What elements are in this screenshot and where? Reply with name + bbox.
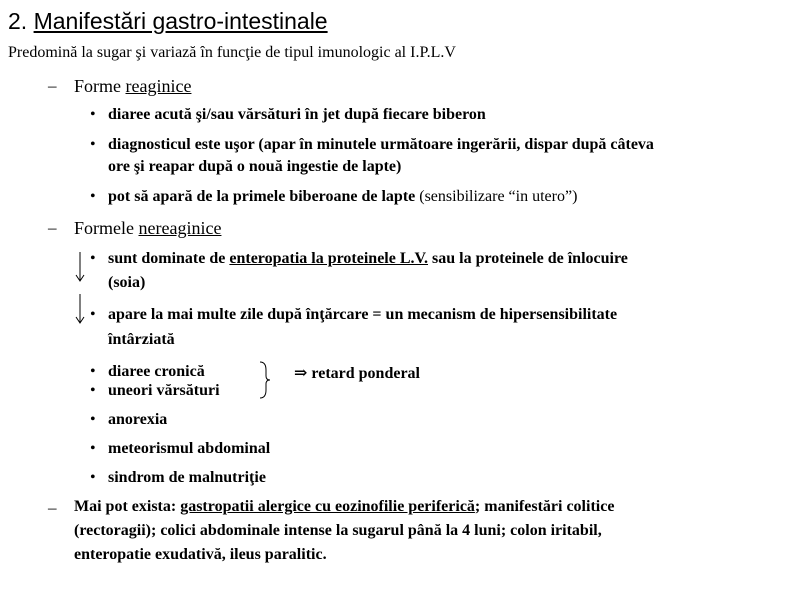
down-arrow-icon xyxy=(72,250,88,284)
dash-marker: – xyxy=(48,218,57,237)
bullet-marker: • xyxy=(90,250,96,267)
section-heading-nereaginice: Formele nereaginice xyxy=(74,218,222,238)
right-brace-icon xyxy=(258,360,272,400)
list-item-continuation: întârziată xyxy=(108,331,175,348)
list-item: sunt dominate de enteropatia la proteinele L.V. sau la proteinele de înlocuire xyxy=(108,250,628,267)
result-retard-ponderal: ⇒ retard ponderal xyxy=(294,365,420,382)
list-item: anorexia xyxy=(108,411,168,428)
bullet-marker: • xyxy=(90,411,96,428)
enteropatia-link-text: enteropatia la proteinele L.V. xyxy=(229,250,429,267)
bullet-marker: • xyxy=(90,440,96,457)
list-item: diaree cronică xyxy=(108,363,205,380)
list-item: uneori vărsături xyxy=(108,382,220,399)
list-item: diagnosticul este uşor (apar în minutele următoare ingerării, dispar după câteva xyxy=(108,136,654,153)
section3-line3: enteropatie exudativă, ileus paralitic. xyxy=(74,546,327,563)
dash-marker: – xyxy=(48,498,57,517)
title-text: Manifestări gastro-intestinale xyxy=(33,8,328,34)
bullet-marker: • xyxy=(90,363,96,380)
section-mai-pot-exista: Mai pot exista: gastropatii alergice cu eozinofilie periferică; manifestări colitice xyxy=(74,498,615,515)
intro-text: Predomină la sugar şi variază în funcţie de tipul imunologic al I.P.L.V xyxy=(8,44,456,61)
list-item: apare la mai multe zile după înţărcare = un mecanism de hipersensibilitate xyxy=(108,306,618,323)
term-nereaginice: nereaginice xyxy=(138,218,222,238)
list-item: meteorismul abdominal xyxy=(108,440,271,457)
bullet-marker: • xyxy=(90,188,96,205)
list-item-continuation: ore şi reapar după o nouă ingestie de lapte) xyxy=(108,158,402,175)
list-item: sindrom de malnutriţie xyxy=(108,469,266,486)
term-reaginice: reaginice xyxy=(125,76,192,96)
bullet-marker: • xyxy=(90,382,96,399)
bullet-marker: • xyxy=(90,106,96,123)
list-item: pot să apară de la primele biberoane de lapte (sensibilizare “in utero”) xyxy=(108,188,578,205)
dash-marker: – xyxy=(48,76,57,95)
bullet-marker: • xyxy=(90,469,96,486)
list-item-continuation: (soia) xyxy=(108,274,146,291)
gastropatii-link-text: gastropatii alergice cu eozinofilie periferică xyxy=(180,498,475,515)
bullet-marker: • xyxy=(90,306,96,323)
implies-arrow-icon: ⇒ xyxy=(294,365,308,382)
title-number: 2. xyxy=(8,8,34,34)
section-heading-reaginice: Forme reaginice xyxy=(74,76,192,96)
list-item: diaree acută şi/sau vărsături în jet după fiecare biberon xyxy=(108,106,486,123)
slide-title xyxy=(8,8,328,35)
down-arrow-icon xyxy=(72,292,88,326)
bullet-marker: • xyxy=(90,136,96,153)
section3-line2: (rectoragii); colici abdominale intense la sugarul până la 4 luni; colon iritabil, xyxy=(74,522,602,539)
